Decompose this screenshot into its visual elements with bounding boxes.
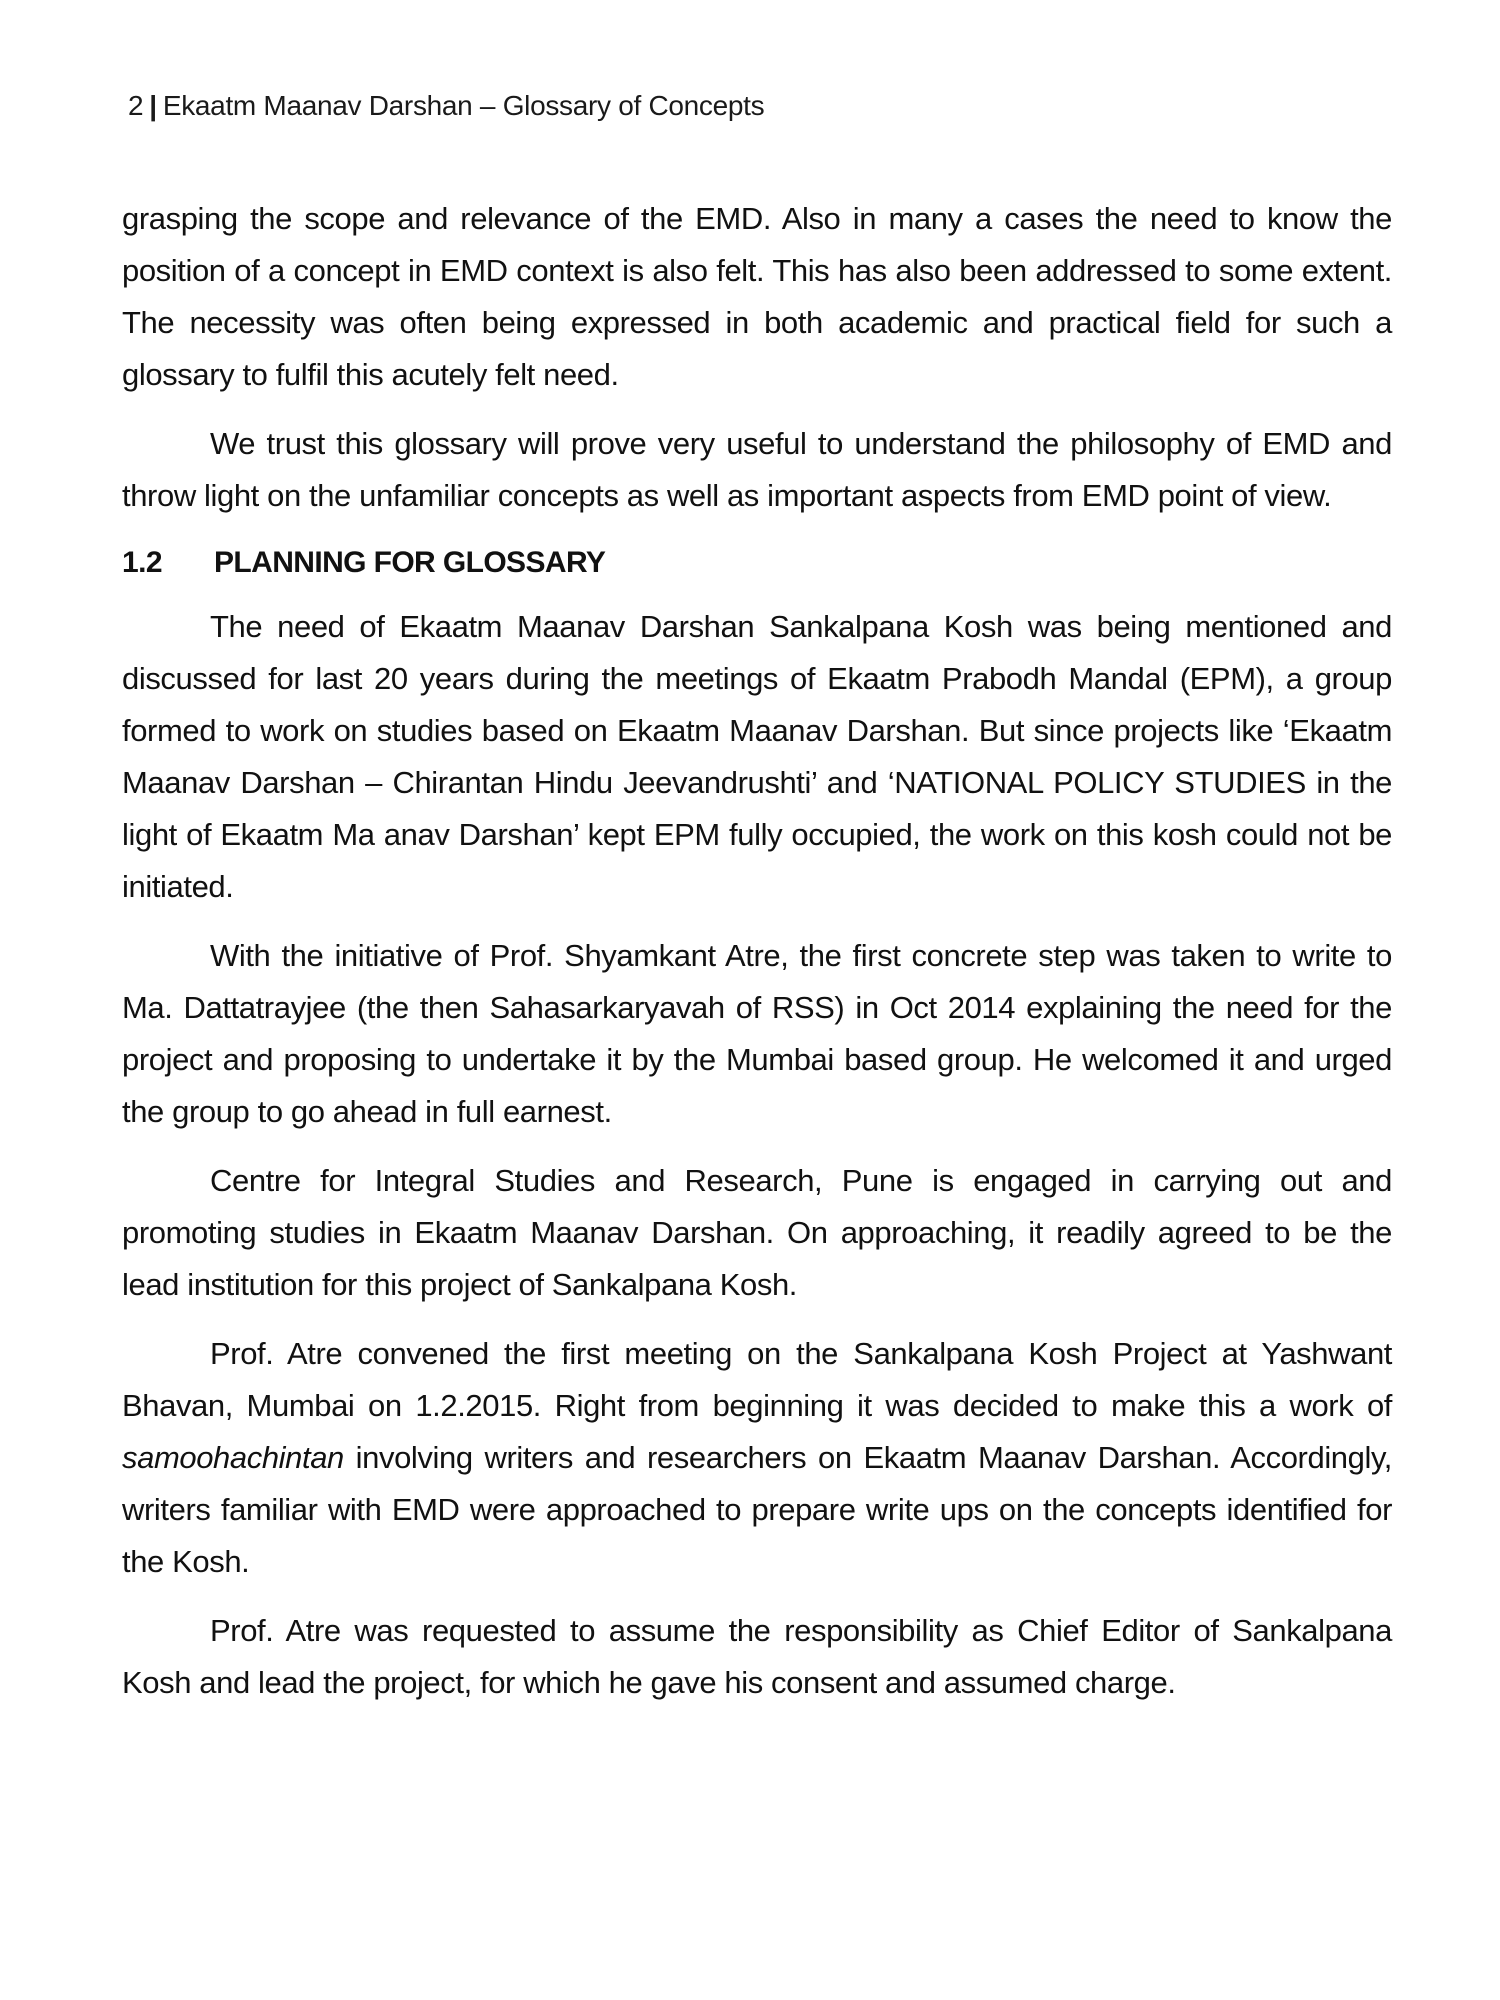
paragraph bbox=[122, 1328, 1392, 1588]
paragraph: We trust this glossary will prove very useful to understand the philosophy of EMD and throw light on the unfamiliar concepts as well as important aspects from EMD point of view. bbox=[122, 426, 1392, 513]
running-header bbox=[128, 90, 764, 122]
page-number: 2 bbox=[128, 90, 144, 121]
header-title: Ekaatm Maanav Darshan – Glossary of Concepts bbox=[162, 90, 765, 121]
section-title: PLANNING FOR GLOSSARY bbox=[214, 546, 606, 579]
paragraph: The need of Ekaatm Maanav Darshan Sankalpana Kosh was being mentioned and discussed for last 20 years during the meetings of Ekaatm Prabodh Mandal (EPM), a group formed to work on studies based on Ekaatm Maanav Darshan. But since projects like ‘Ekaatm Maanav Darshan – Chirantan Hindu Jeevandrushti’ and ‘NATIONAL POLICY STUDIES in the light of Ekaatm Ma anav Darshan’ kept EPM fully occupied, the work on this kosh could not be initiated. bbox=[122, 609, 1392, 904]
paragraph-continued: grasping the scope and relevance of the EMD. Also in many a cases the need to know the position of a concept in EMD context is also felt. This has also been addressed to some extent. The necessity was often being expressed in both academic and practical field for such a glossary to fulfil this acutely felt need. bbox=[122, 201, 1392, 392]
italic-term: samoohachintan bbox=[122, 1440, 344, 1475]
paragraph-text: Prof. Atre convened the first meeting on the Sankalpana Kosh Project at Yashwant Bhavan, Mumbai on 1.2.2015. Right from beginning it was decided to make this a work of bbox=[122, 1336, 1392, 1423]
paragraph: Centre for Integral Studies and Research, Pune is engaged in carrying out and promoting studies in Ekaatm Maanav Darshan. On approaching, it readily agreed to be the lead institution for this project of Sankalpana Kosh. bbox=[122, 1163, 1392, 1302]
paragraph: Prof. Atre was requested to assume the responsibility as Chief Editor of Sankalpana Kosh and lead the project, for which he gave his consent and assumed charge. bbox=[122, 1613, 1392, 1700]
page-body bbox=[122, 193, 1392, 1726]
section-heading bbox=[122, 539, 1392, 587]
paragraph-text: involving writers and researchers on Ekaatm Maanav Darshan. Accordingly, writers familiar with EMD were approached to prepare write ups on the concepts identified for the Kosh. bbox=[122, 1440, 1392, 1579]
section-number: 1.2 bbox=[122, 546, 162, 579]
header-separator: | bbox=[149, 90, 157, 121]
paragraph: With the initiative of Prof. Shyamkant Atre, the first concrete step was taken to write to Ma. Dattatrayjee (the then Sahasarkaryavah of RSS) in Oct 2014 explaining the need for the project and proposing to undertake it by the Mumbai based group. He welcomed it and urged the group to go ahead in full earnest. bbox=[122, 938, 1392, 1129]
